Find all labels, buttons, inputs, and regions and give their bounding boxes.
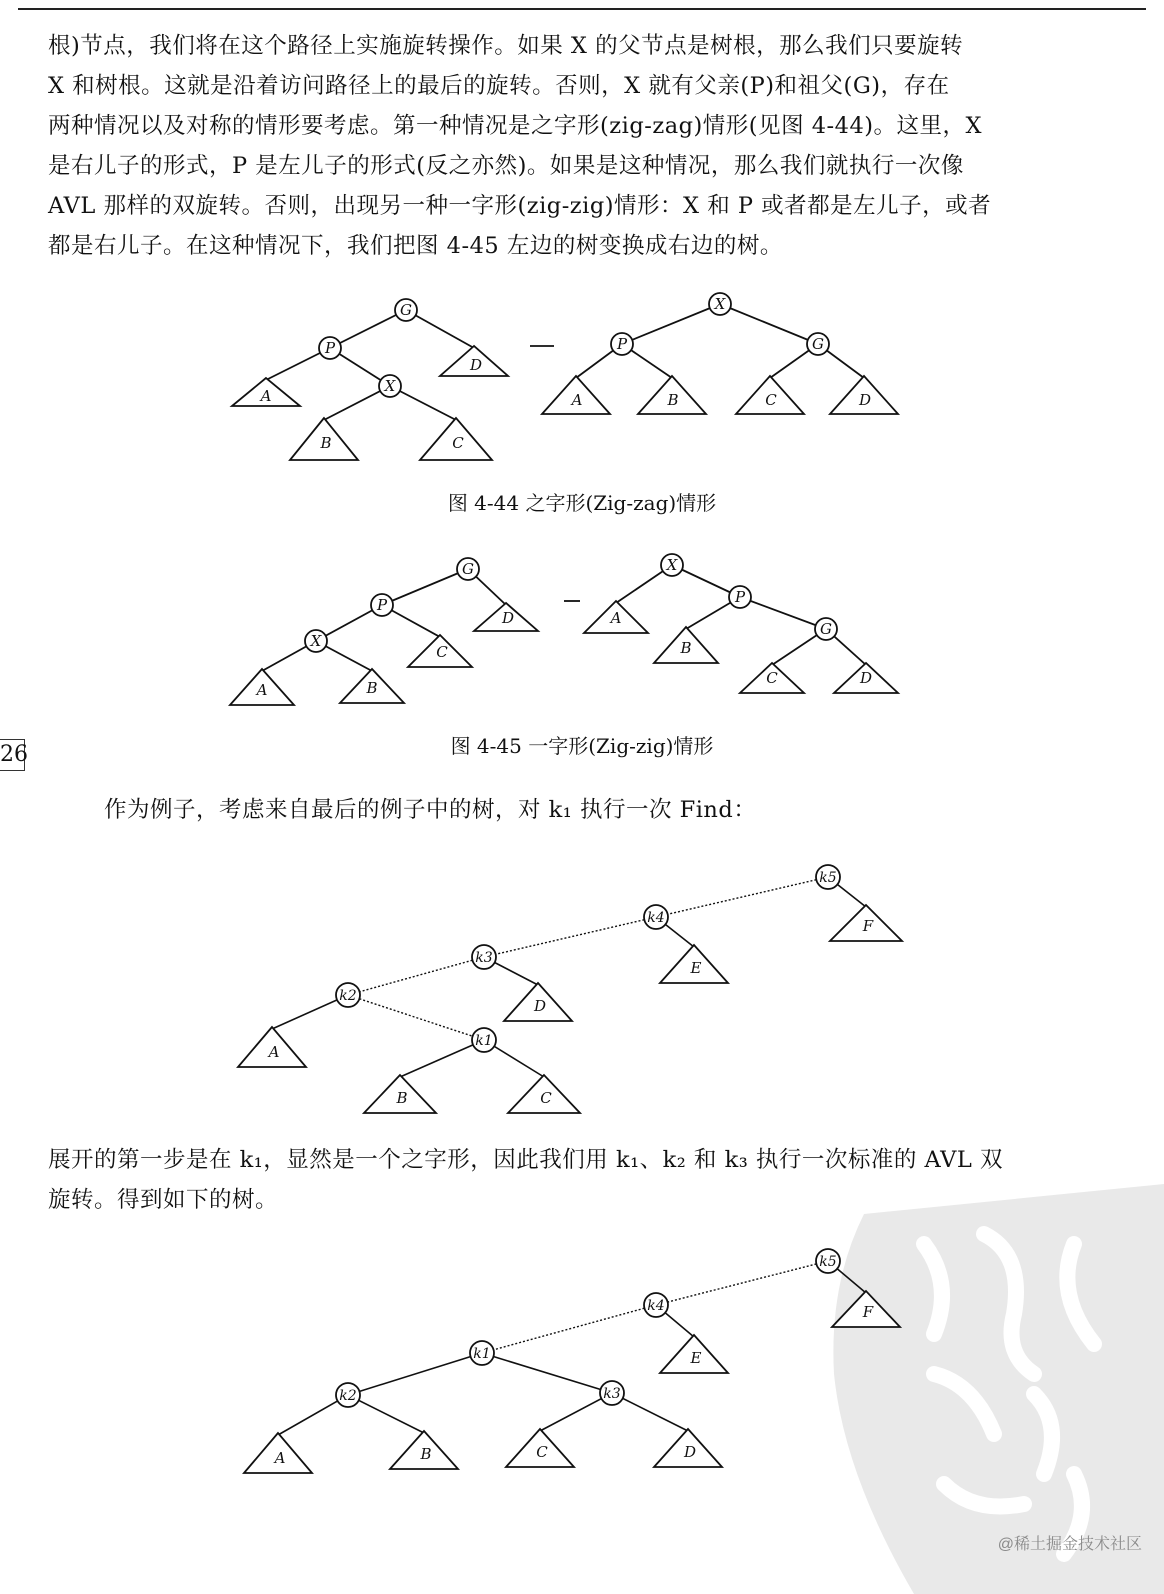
node-label: X (666, 556, 678, 574)
subtree-label: E (690, 959, 702, 977)
subtree-label: A (274, 1449, 286, 1467)
subtree-label: B (396, 1089, 408, 1107)
node-label: G (400, 301, 412, 319)
subtree-label: D (859, 669, 873, 687)
subtree-label: A (571, 391, 583, 409)
subtree-label: C (765, 391, 777, 409)
subtree-label: B (366, 679, 378, 697)
paragraph-line: 展开的第一步是在 k₁，显然是一个之字形，因此我们用 k₁、k₂ 和 k₃ 执行一次标准的 AVL 双 (48, 1147, 1003, 1173)
subtree-label: C (540, 1089, 552, 1107)
node-label: k2 (339, 1388, 357, 1404)
paragraph-line: AVL 那样的双旋转。否则，出现另一种一字形(zig-zig)情形：X 和 P 或者都是左儿子，或者 (48, 193, 992, 219)
subtree-label: F (862, 1303, 874, 1321)
subtree-label: D (469, 356, 483, 374)
paragraph-line: 根)节点，我们将在这个路径上实施旋转操作。如果 X 的父节点是树根，那么我们只要旋转 (48, 33, 964, 59)
node-label: k1 (473, 1346, 491, 1362)
node-label: k3 (603, 1386, 621, 1402)
node-label: k2 (339, 988, 357, 1004)
subtree-label: B (680, 639, 692, 657)
paragraph-line: 都是右儿子。在这种情况下，我们把图 4-45 左边的树变换成右边的树。 (48, 233, 783, 259)
subtree-label: D (683, 1443, 697, 1461)
node-label: X (310, 632, 322, 650)
figure-caption: 图 4-44 之字形(Zig-zag)情形 (447, 491, 717, 515)
node-label: G (812, 335, 824, 353)
node-label: k5 (819, 870, 837, 886)
splay-tree-after (0, 1235, 1164, 1505)
subtree-label: D (501, 609, 515, 627)
paragraph-1 (48, 26, 991, 266)
figure-4-45 (0, 545, 1164, 715)
node-label: P (734, 588, 746, 606)
subtree-label: F (862, 917, 874, 935)
node-label: k5 (819, 1254, 837, 1270)
subtree-label: A (610, 609, 622, 627)
watermark-text: @稀土掘金技术社区 (997, 1536, 1142, 1553)
subtree-label: C (436, 643, 448, 661)
subtree-label: C (766, 669, 778, 687)
subtree-label: C (536, 1443, 548, 1461)
subtree-label: B (667, 391, 679, 409)
paragraph-line: X 和树根。这就是沿着访问路径上的最后的旋转。否则，X 就有父亲(P)和祖父(G)，存在 (48, 73, 950, 99)
subtree-label: D (858, 391, 872, 409)
node-label: G (462, 560, 474, 578)
subtree-label: A (260, 387, 272, 405)
subtree-label: D (533, 997, 547, 1015)
subtree-label: A (268, 1043, 280, 1061)
subtree-label: B (420, 1445, 432, 1463)
subtree-label: B (320, 434, 332, 452)
node-label: P (616, 335, 628, 353)
figure-caption: 图 4-45 一字形(Zig-zig)情形 (450, 734, 714, 758)
paragraph-line: 两种情况以及对称的情形要考虑。第一种情况是之字形(zig-zag)情形(见图 4-44)。这里，X (48, 113, 983, 139)
subtree-label: E (690, 1349, 702, 1367)
page-number: 26 (0, 739, 25, 771)
node-label: P (324, 339, 336, 357)
paragraph-line: 是右儿子的形式，P 是左儿子的形式(反之亦然)。如果是这种情况，那么我们就执行一次像 (48, 153, 964, 179)
top-rule (18, 8, 1146, 10)
paragraph-2 (104, 790, 756, 830)
node-label: P (376, 596, 388, 614)
node-label: k4 (647, 910, 665, 926)
node-label: k4 (647, 1298, 665, 1314)
paragraph-line: 旋转。得到如下的树。 (48, 1187, 279, 1213)
paragraph-line: 作为例子，考虑来自最后的例子中的树，对 k₁ 执行一次 Find： (104, 797, 757, 823)
subtree-label: A (256, 681, 268, 699)
node-label: X (714, 295, 726, 313)
node-label: k1 (475, 1033, 493, 1049)
splay-tree-before (0, 845, 1164, 1125)
node-label: G (820, 620, 832, 638)
figure-4-44 (0, 280, 1164, 480)
node-label: k3 (475, 950, 493, 966)
node-label: X (384, 377, 396, 395)
subtree-label: C (452, 434, 464, 452)
